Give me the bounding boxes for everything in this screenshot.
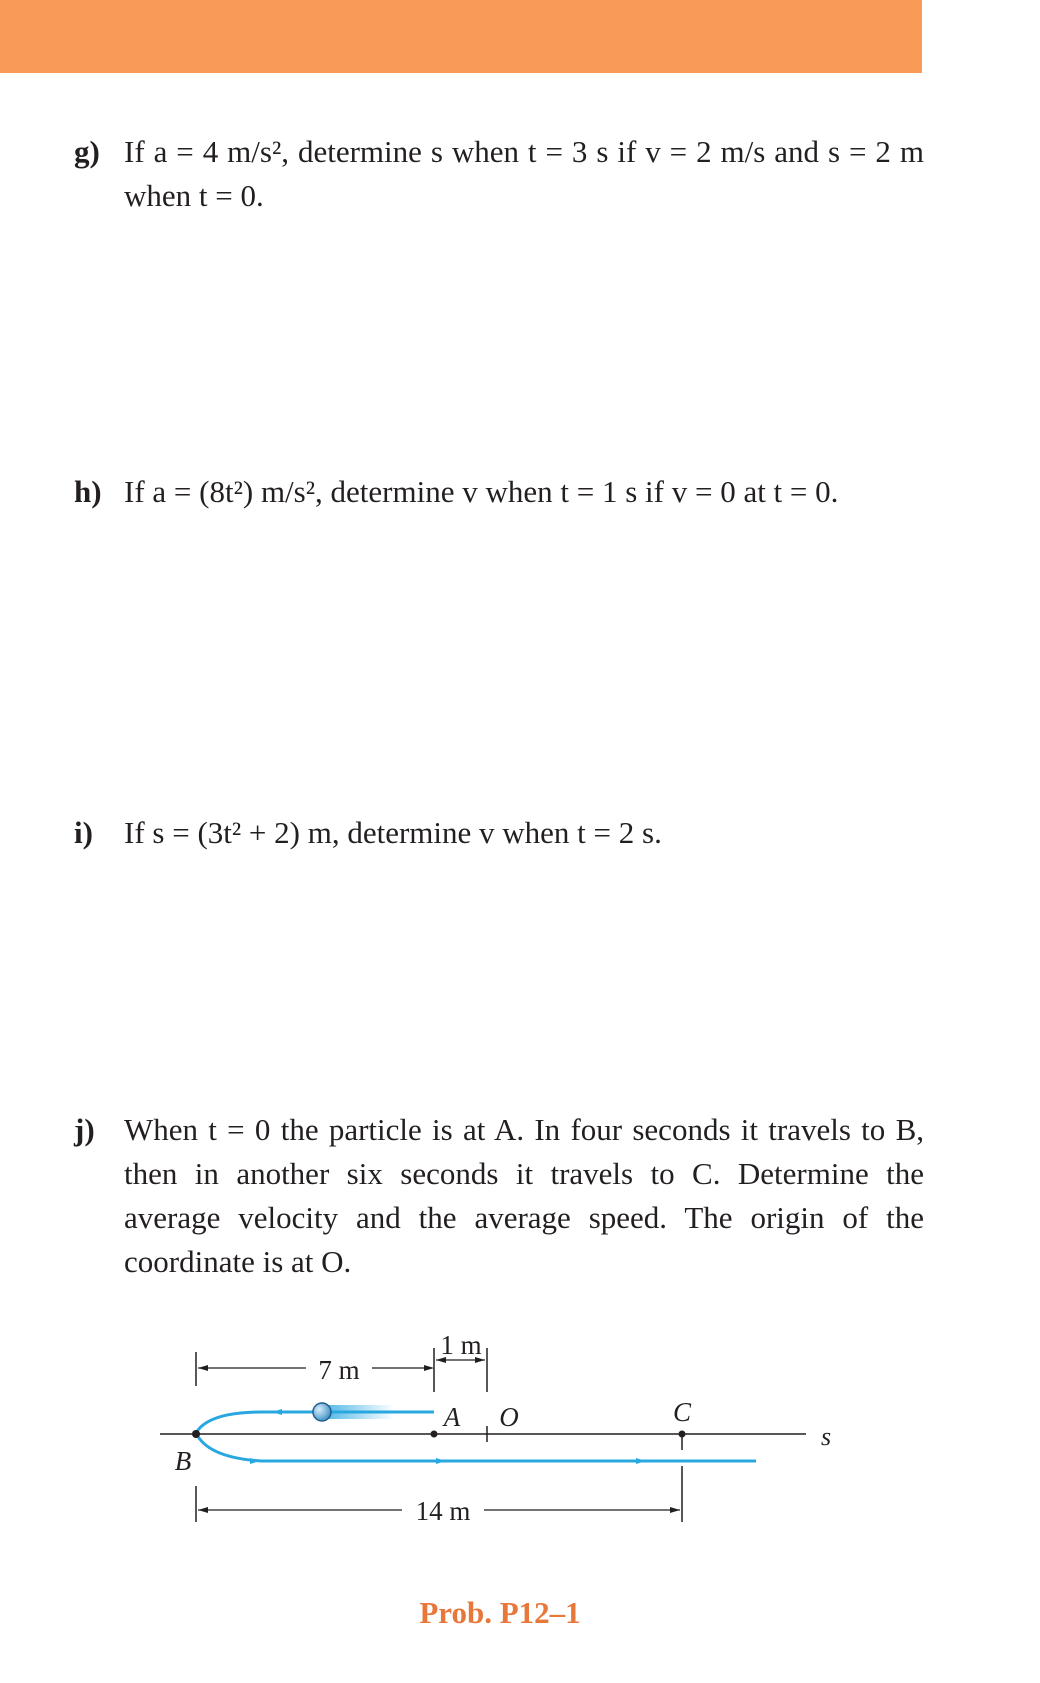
problem-text: If a = (8t²) m/s², determine v when t = 1 s if v = 0 at t = 0. bbox=[124, 474, 839, 509]
particle bbox=[313, 1403, 331, 1421]
s-axis bbox=[160, 1422, 831, 1451]
dimension-7m bbox=[196, 1352, 434, 1386]
problem-label: g) bbox=[74, 134, 100, 169]
figure-caption: Prob. P12–1 bbox=[419, 1595, 581, 1630]
problem-h bbox=[74, 470, 924, 514]
problem-text: When t = 0 the particle is at A. In four seconds it travels to B, then in another six seconds it travels to C. Determine the average velocity and the average speed. The origin of the coordinate is at O. bbox=[124, 1112, 924, 1279]
axis-label-s: s bbox=[820, 1422, 832, 1451]
dimension-14m bbox=[196, 1466, 682, 1526]
dim-1m-label: 1 m bbox=[440, 1330, 482, 1360]
dimension-1m bbox=[434, 1330, 487, 1392]
point-a-label: A bbox=[443, 1402, 461, 1432]
point-o-label: O bbox=[499, 1402, 519, 1432]
problem-g bbox=[74, 130, 924, 218]
particle-path-figure bbox=[0, 1320, 1040, 1560]
point-c-label: C bbox=[672, 1397, 692, 1427]
point-b-label: B bbox=[174, 1446, 192, 1476]
header-banner bbox=[0, 0, 922, 73]
problem-text: If a = 4 m/s², determine s when t = 3 s if v = 2 m/s and s = 2 m when t = 0. bbox=[124, 134, 924, 213]
problem-label: h) bbox=[74, 474, 102, 509]
problem-text: If s = (3t² + 2) m, determine v when t = 2 s. bbox=[124, 815, 662, 850]
dim-7m-label: 7 m bbox=[318, 1355, 360, 1385]
motion-trail bbox=[322, 1405, 394, 1419]
problem-label: i) bbox=[74, 815, 93, 850]
problem-label: j) bbox=[74, 1112, 95, 1147]
problem-i bbox=[74, 811, 924, 855]
dim-14m-label: 14 m bbox=[415, 1496, 471, 1526]
problem-j bbox=[74, 1108, 924, 1284]
